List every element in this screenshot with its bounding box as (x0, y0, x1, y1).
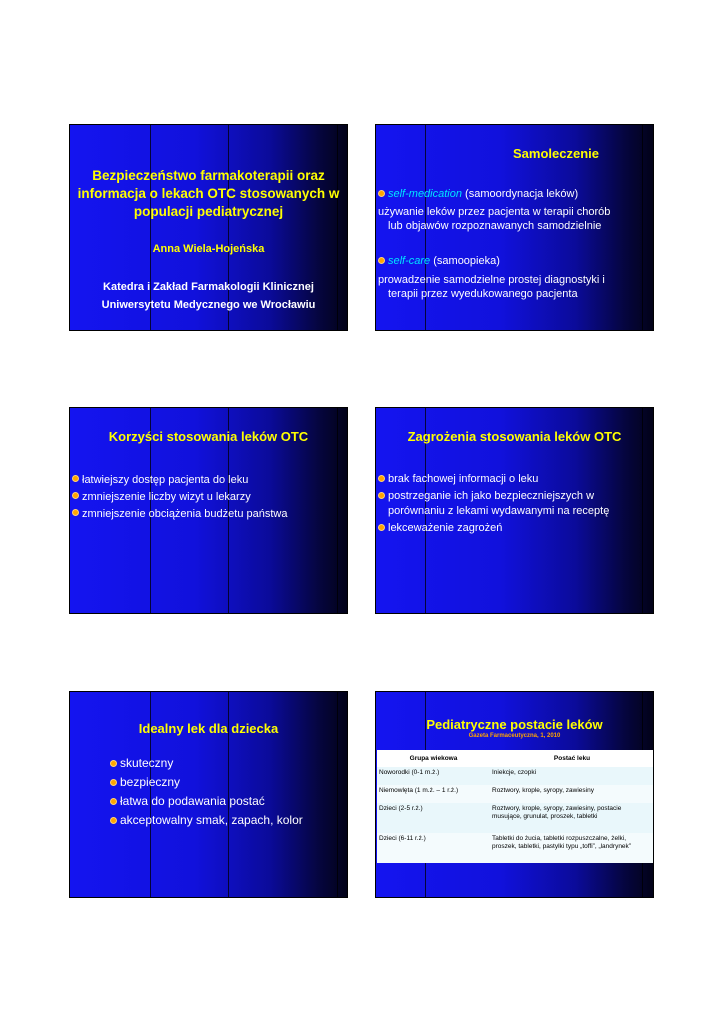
slide-korzysci-title: Korzyści stosowania leków OTC (108, 429, 309, 444)
affiliation-line-2: Uniwersytetu Medycznego we Wrocławiu (101, 299, 316, 311)
bullet-icon (111, 761, 116, 766)
slide-idealny-lek-title: Idealny lek dla dziecka (138, 721, 279, 736)
slide-zagrozenia (375, 407, 654, 614)
list-item: łatwa do podawania postać (110, 792, 345, 811)
slide-idealny-lek (69, 691, 348, 898)
bullet-icon (73, 493, 78, 498)
list-item: zmniejszenie liczby wizyt u lekarzy (72, 489, 342, 506)
slide-postacie-lekow-title: Pediatryczne postacie leków (426, 717, 603, 732)
list-item: zmniejszenie obciążenia budżetu państwa (72, 506, 342, 523)
slide-title (69, 124, 348, 331)
bullet-icon (111, 799, 116, 804)
bullet-icon (73, 510, 78, 515)
slide-korzysci (69, 407, 348, 614)
bullet-icon (379, 493, 384, 498)
list-item: postrzeganie ich jako bezpieczniejszych w porównaniu z lekami wydawanymi na receptę (378, 489, 648, 519)
list-item: brak fachowej informacji o leku (378, 472, 648, 487)
self-medication-term: self-medication (388, 188, 462, 200)
list-item: bezpieczny (110, 773, 345, 792)
table-row: Noworodki (0-1 m.ż.) Iniekcje, czopki (377, 767, 654, 785)
bullet-icon (379, 191, 384, 196)
bullet-icon (379, 525, 384, 530)
self-care-item (378, 254, 650, 269)
self-care-term: self-care (388, 255, 431, 267)
bullet-icon (73, 476, 78, 481)
list-item: lekceważenie zagrożeń (378, 521, 648, 536)
self-care-description: prowadzenie samodzielne prostej diagnostyki i terapii przez wyedukowanego pacjenta (378, 274, 605, 300)
self-care-translation: (samoopieka) (430, 255, 500, 267)
affiliation-line-1: Katedra i Zakład Farmakologii Klinicznej (103, 281, 314, 293)
slide-zagrozenia-title: Zagrożenia stosowania leków OTC (407, 429, 622, 444)
bullet-icon (111, 818, 116, 823)
forms-table (377, 750, 654, 863)
source-citation: Gazeta Farmaceutyczna, 1, 2010 (468, 733, 561, 739)
list-item: skuteczny (110, 754, 345, 773)
table-header-row (377, 750, 654, 767)
bullet-icon (379, 258, 384, 263)
table-row: Dzieci (2-5 r.ż.) Roztwory, krople, syropy, zawiesiny, postacie musujące, grunulat, proszek, tabletki (377, 803, 654, 833)
slide-postacie-lekow (375, 691, 654, 898)
self-medication-description: używanie leków przez pacjenta w terapii chorób lub objawów rozpoznawanych samodzielnie (378, 206, 611, 232)
slide-samoleczenie-title: Samoleczenie (513, 146, 599, 161)
list-item: akceptowalny smak, zapach, kolor (110, 811, 345, 830)
table-header: Grupa wiekowa (409, 754, 458, 762)
self-medication-item (378, 187, 650, 202)
slide-samoleczenie (375, 124, 654, 331)
self-medication-translation: (samoordynacja leków) (461, 188, 579, 200)
slide-title-heading: Bezpieczeństwo farmakoterapii oraz informacja o lekach OTC stosowanych w populacji pediatrycznej (77, 168, 340, 219)
author-name: Anna Wiela-Hojeńska (152, 243, 265, 255)
bullet-icon (379, 476, 384, 481)
table-row: Niemowlęta (1 m.ż. – 1 r.ż.) Roztwory, krople, syropy, zawiesiny (377, 785, 654, 803)
table-header: Postać leku (553, 754, 591, 762)
bullet-icon (111, 780, 116, 785)
table-row: Dzieci (6-11 r.ż.) Tabletki do żucia, tabletki rozpuszczalne, żelki, proszek, tabletki, pastylki typu „toffi”, „landrynek” (377, 833, 654, 863)
list-item: łatwiejszy dostęp pacjenta do leku (72, 472, 342, 489)
